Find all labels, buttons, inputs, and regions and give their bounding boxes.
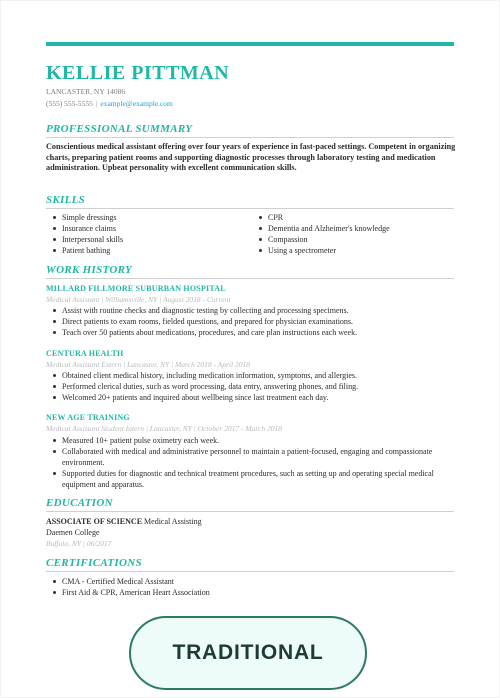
skill-item: Simple dressings — [50, 212, 250, 223]
certifications-list — [50, 576, 450, 598]
certifications-heading: CERTIFICATIONS — [46, 557, 142, 569]
candidate-address: LANCASTER, NY 14086 — [46, 87, 126, 96]
certification-item: CMA - Certified Medical Assistant — [50, 576, 450, 587]
job-bullet: Collaborated with medical and administrative personnel to maintain a patient-focused, engaging and compassionate environment. — [50, 446, 450, 468]
skill-item: Compassion — [256, 234, 456, 245]
email-link[interactable]: example@example.com — [100, 99, 173, 108]
education-school: Daemen College — [46, 528, 100, 537]
job-bullets — [50, 305, 460, 338]
job-bullet: Teach over 50 patients about medications, procedures, and care plan instructions each week. — [50, 327, 460, 338]
education-rule — [46, 511, 454, 512]
job-meta: Medical Assistant | Williamsville, NY | August 2018 - Current — [46, 295, 231, 304]
job-meta: Medical Assistant Student Intern | Lancaster, NY | October 2017 - March 2018 — [46, 424, 282, 433]
skill-item: CPR — [256, 212, 456, 223]
summary-heading: PROFESSIONAL SUMMARY — [46, 123, 193, 135]
work-heading: WORK HISTORY — [46, 264, 133, 276]
job-bullets — [50, 370, 460, 403]
job-meta: Medical Assistant Extern | Lancaster, NY | March 2018 - April 2018 — [46, 360, 250, 369]
summary-rule — [46, 137, 454, 138]
skill-item: Using a spectrometer — [256, 245, 456, 256]
degree-field: Medical Assisting — [144, 517, 202, 526]
skill-item: Dementia and Alzheimer's knowledge — [256, 223, 456, 234]
candidate-name: KELLIE PITTMAN — [46, 62, 230, 84]
work-rule — [46, 278, 454, 279]
contact-line — [46, 99, 173, 108]
job-bullet: Measured 10+ patient pulse oximetry each week. — [50, 435, 450, 446]
job-bullet: Welcomed 20+ patients and inquired about wellbeing since last treatment each day. — [50, 392, 460, 403]
job-bullet: Supported duties for diagnostic and technical treatment procedures, such as setting up and operating special medical equipment and apparatus. — [50, 468, 450, 490]
job-bullet: Assist with routine checks and diagnostic testing by collecting and processing specimens. — [50, 305, 460, 316]
phone-number: (555) 555-5555 — [46, 99, 93, 108]
degree-name: ASSOCIATE OF SCIENCE — [46, 517, 143, 526]
skill-item: Patient bathing — [50, 245, 250, 256]
header-accent-rule — [46, 42, 454, 46]
education-degree — [46, 517, 202, 526]
job-bullet: Direct patients to exam rooms, fielded questions, and prepared for physician examinations. — [50, 316, 460, 327]
certification-item: First Aid & CPR, American Heart Association — [50, 587, 450, 598]
job-employer: CENTURA HEALTH — [46, 349, 124, 358]
skills-right-list — [256, 212, 456, 256]
job-bullets — [50, 435, 450, 490]
skills-rule — [46, 208, 454, 209]
skill-item: Interpersonal skills — [50, 234, 250, 245]
template-style-button[interactable]: TRADITIONAL — [129, 616, 367, 690]
job-bullet: Obtained client medical history, including medication information, symptoms, and allergies. — [50, 370, 460, 381]
job-employer: MILLARD FILLMORE SUBURBAN HOSPITAL — [46, 284, 226, 293]
skills-heading: SKILLS — [46, 194, 86, 206]
skill-item: Insurance claims — [50, 223, 250, 234]
skills-left-list — [50, 212, 250, 256]
contact-separator: | — [95, 99, 98, 108]
summary-text: Conscientious medical assistant offering over four years of experience in fast-paced settings. Competent in organizing charts, preparing patient rooms and supporting diagnostic processes through laboratory testing and medication administration. Upbeat personality with excellent communication skills. — [46, 142, 456, 172]
education-heading: EDUCATION — [46, 497, 113, 509]
job-bullet: Performed clerical duties, such as word processing, data entry, answering phones, and filing. — [50, 381, 460, 392]
certifications-rule — [46, 571, 454, 572]
education-meta: Buffalo, NY | 06/2017 — [46, 539, 112, 548]
job-employer: NEW AGE TRAINING — [46, 413, 130, 422]
